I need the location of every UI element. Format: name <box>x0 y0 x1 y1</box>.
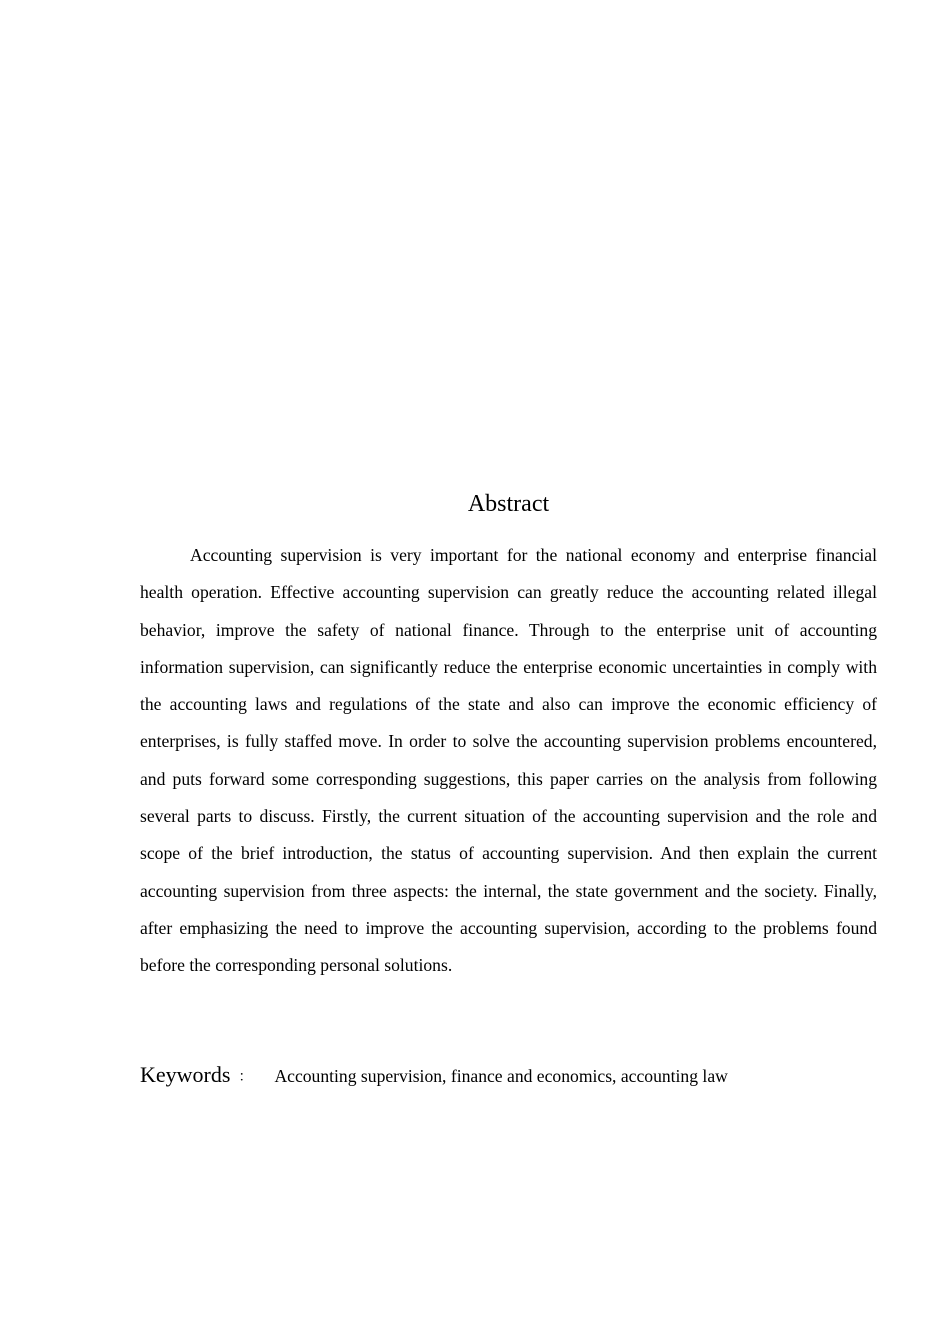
keywords-values: Accounting supervision, finance and economics, accounting law <box>274 1066 728 1086</box>
keywords-line <box>140 1060 877 1091</box>
abstract-heading: Abstract <box>467 491 550 517</box>
abstract-paragraph: Accounting supervision is very important for the national economy and enterprise financial health operation. Effective accounting supervision can greatly reduce the accounting related illegal behavior, improve the safety of national finance. Through to the enterprise unit of accounting information supervision, can significantly reduce the enterprise economic uncertainties in comply with the accounting laws and regulations of the state and also can improve the economic efficiency of enterprises, is fully staffed move. In order to solve the accounting supervision problems encountered, and puts forward some corresponding suggestions, this paper carries on the analysis from following several parts to discuss. Firstly, the current situation of the accounting supervision and the role and scope of the brief introduction, the status of accounting supervision. And then explain the current accounting supervision from three aspects: the internal, the state government and the society. Finally, after emphasizing the need to improve the accounting supervision, according to the problems found before the corresponding personal solutions. <box>140 545 877 976</box>
keywords-separator: ： <box>238 1070 253 1085</box>
keywords-label: Keywords <box>140 1062 231 1087</box>
